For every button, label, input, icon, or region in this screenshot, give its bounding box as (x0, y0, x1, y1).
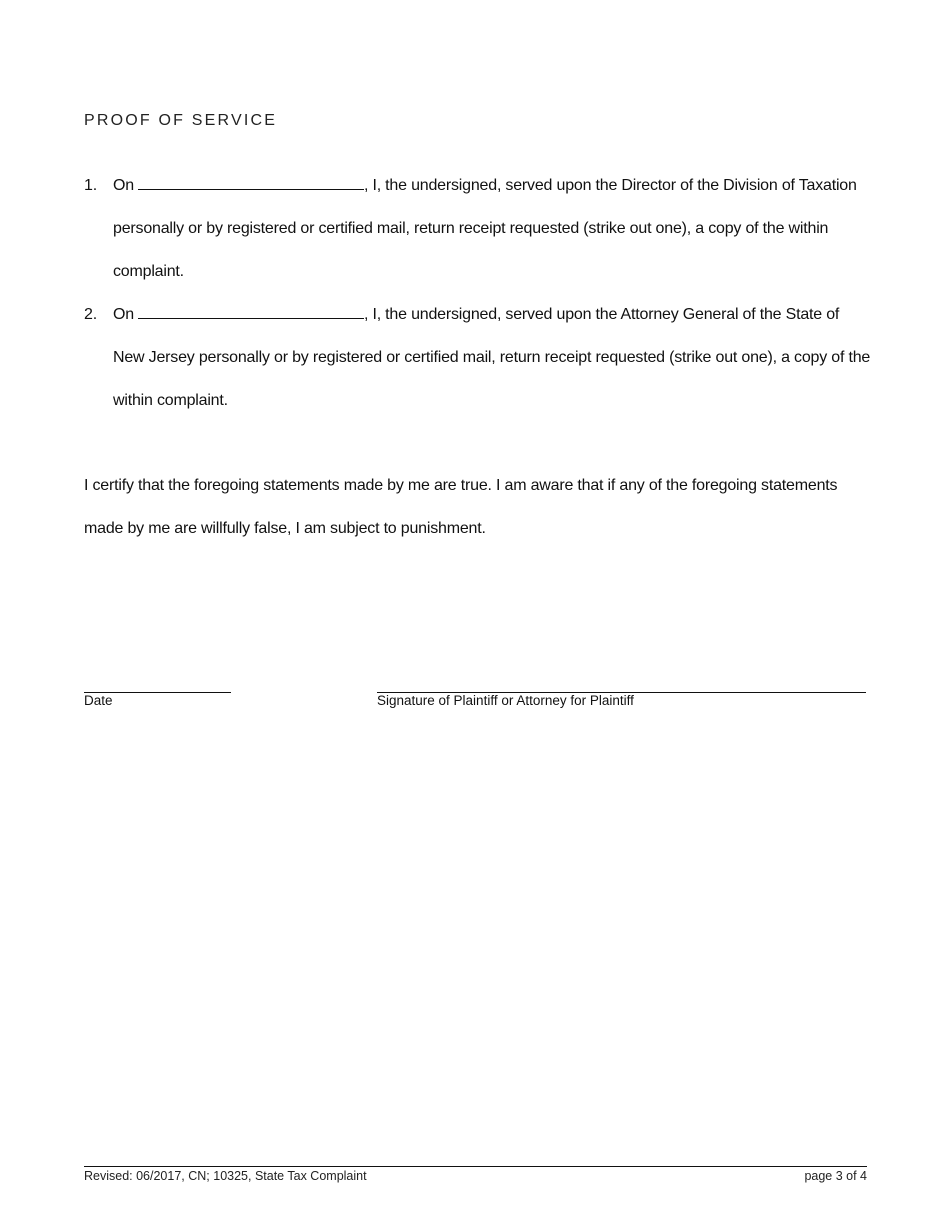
item-suffix: , I, the undersigned, served upon the Director of the Division of Taxation personally or by registered or certified mail, return receipt requested (strike out one), a copy of the within complaint. (113, 177, 857, 280)
footer-page-number: page 3 of 4 (804, 1169, 867, 1183)
footer-revision: Revised: 06/2017, CN; 10325, State Tax Complaint (84, 1169, 367, 1183)
item-prefix: On (113, 306, 134, 323)
date-label: Date (84, 693, 113, 708)
service-item-attorney-general (84, 293, 874, 422)
service-item-director (84, 164, 874, 293)
signature-label: Signature of Plaintiff or Attorney for Plaintiff (377, 693, 634, 708)
service-date-blank-attorney-general[interactable] (138, 304, 364, 319)
page-title: PROOF OF SERVICE (84, 112, 278, 129)
item-text (113, 293, 874, 422)
item-suffix: , I, the undersigned, served upon the Attorney General of the State of New Jersey personally or by registered or certified mail, return receipt requested (strike out one), a copy of the within complaint. (113, 306, 871, 409)
certification-statement: I certify that the foregoing statements made by me are true. I am aware that if any of the foregoing statements made by me are willfully false, I am subject to punishment. (84, 477, 838, 537)
service-date-blank-director[interactable] (138, 175, 364, 190)
item-number: 2. (84, 306, 97, 323)
item-prefix: On (113, 177, 134, 194)
item-number: 1. (84, 177, 97, 194)
footer-divider (84, 1166, 867, 1167)
item-text (113, 164, 874, 293)
